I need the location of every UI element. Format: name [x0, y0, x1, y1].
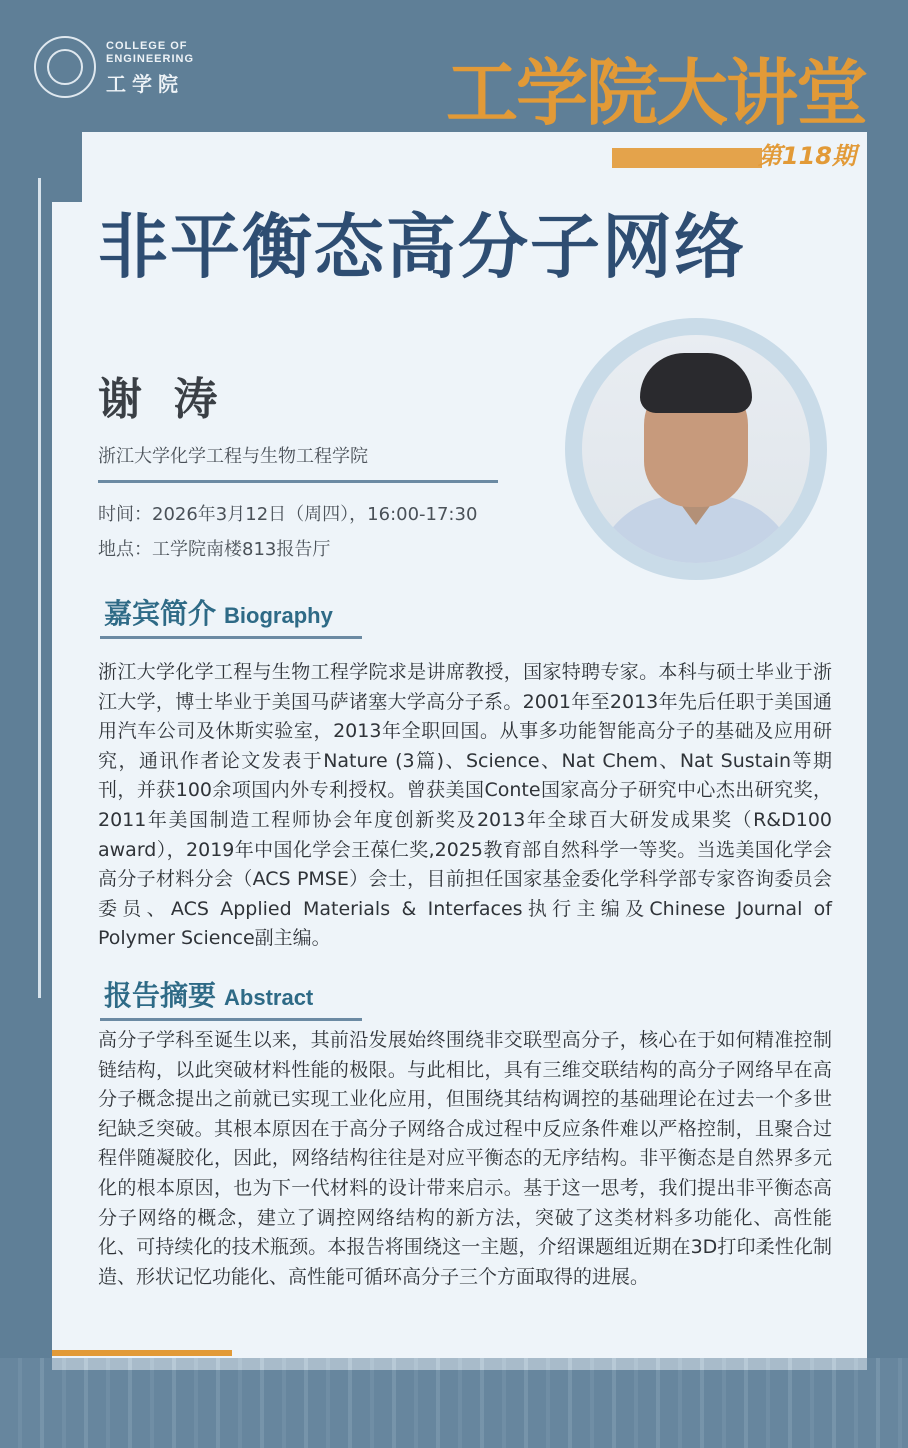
divider	[98, 480, 498, 483]
college-logo-text	[106, 40, 202, 97]
decorative-line	[38, 178, 41, 998]
biography-text: 浙江大学化学工程与生物工程学院求是讲席教授，国家特聘专家。本科与硕士毕业于浙江大学，博士毕业于美国马萨诸塞大学高分子系。2001年至2013年先后任职于美国通用汽车公司及休斯实验室，2013年全职回国。从事多功能智能高分子的基础及应用研究，通讯作者论文发表于Nature (3篇)、Science、Nat Chem、Nat Sustain等期刊，并获100余项国内外专利授权。曾获美国Conte国家高分子研究中心杰出研究奖，2011年美国制造工程师协会年度创新奖及2013年全球百大研发成果奖（R&D100 award），2019年中国化学会王葆仁奖,2025教育部自然科学一等奖。当选美国化学会高分子材料分会（ACS PMSE）会士，目前担任国家基金委化学科学部专家咨询委员会委员、ACS Applied Materials & Interfaces执行主编及Chinese Journal of Polymer Science副主编。	[98, 661, 832, 950]
speaker-photo	[582, 335, 810, 563]
biography-underline	[100, 636, 362, 639]
speaker-affiliation: 浙江大学化学工程与生物工程学院	[98, 446, 368, 467]
speaker-photo-frame	[565, 318, 827, 580]
series-title: 工学院大讲堂	[445, 51, 866, 135]
biography-heading-cn: 嘉宾简介	[104, 597, 217, 630]
abstract-underline	[100, 1018, 362, 1021]
abstract-heading	[104, 978, 313, 1014]
issue-accent-bar	[612, 148, 762, 168]
lecture-title: 非平衡态高分子网络	[98, 206, 746, 288]
lecture-time: 时间：2026年3月12日（周四），16:00-17:30	[98, 504, 478, 525]
college-name-en: COLLEGE OF ENGINEERING	[106, 40, 195, 65]
abstract-text: 高分子学科至诞生以来，其前沿发展始终围绕非交联型高分子，核心在于如何精准控制链结构，以此突破材料性能的极限。与此相比，具有三维交联结构的高分子网络早在高分子概念提出之前就已实现工业化应用，但围绕其结构调控的基础理论在过去一个多世纪缺乏突破。其根本原因在于高分子网络合成过程中反应条件难以严格控制，且聚合过程伴随凝胶化，因此，网络结构往往是对应平衡态的无序结构。非平衡态是自然界多元化的根本原因，也为下一代材料的设计带来启示。基于这一思考，我们提出非平衡态高分子网络的概念，建立了调控网络结构的新方法，突破了这类材料多功能化、高性能化、可持续化的技术瓶颈。本报告将围绕这一主题，介绍课题组近期在3D打印柔性化制造、形状记忆功能化、高性能可循环高分子三个方面取得的进展。	[98, 1029, 832, 1288]
biography-heading-en: Biography	[224, 603, 333, 628]
lecture-place: 地点：工学院南楼813报告厅	[98, 539, 331, 560]
issue-number: 第118期	[757, 142, 856, 170]
campus-skyline-graphic	[0, 1358, 908, 1448]
abstract-heading-cn: 报告摘要	[104, 979, 217, 1012]
biography-heading	[104, 596, 333, 632]
abstract-heading-en: Abstract	[224, 985, 314, 1010]
speaker-name: 谢 涛	[98, 374, 226, 425]
college-name-cn: 工学院	[106, 72, 184, 96]
bottom-accent-bar	[52, 1350, 232, 1356]
college-seal-icon	[34, 36, 96, 98]
